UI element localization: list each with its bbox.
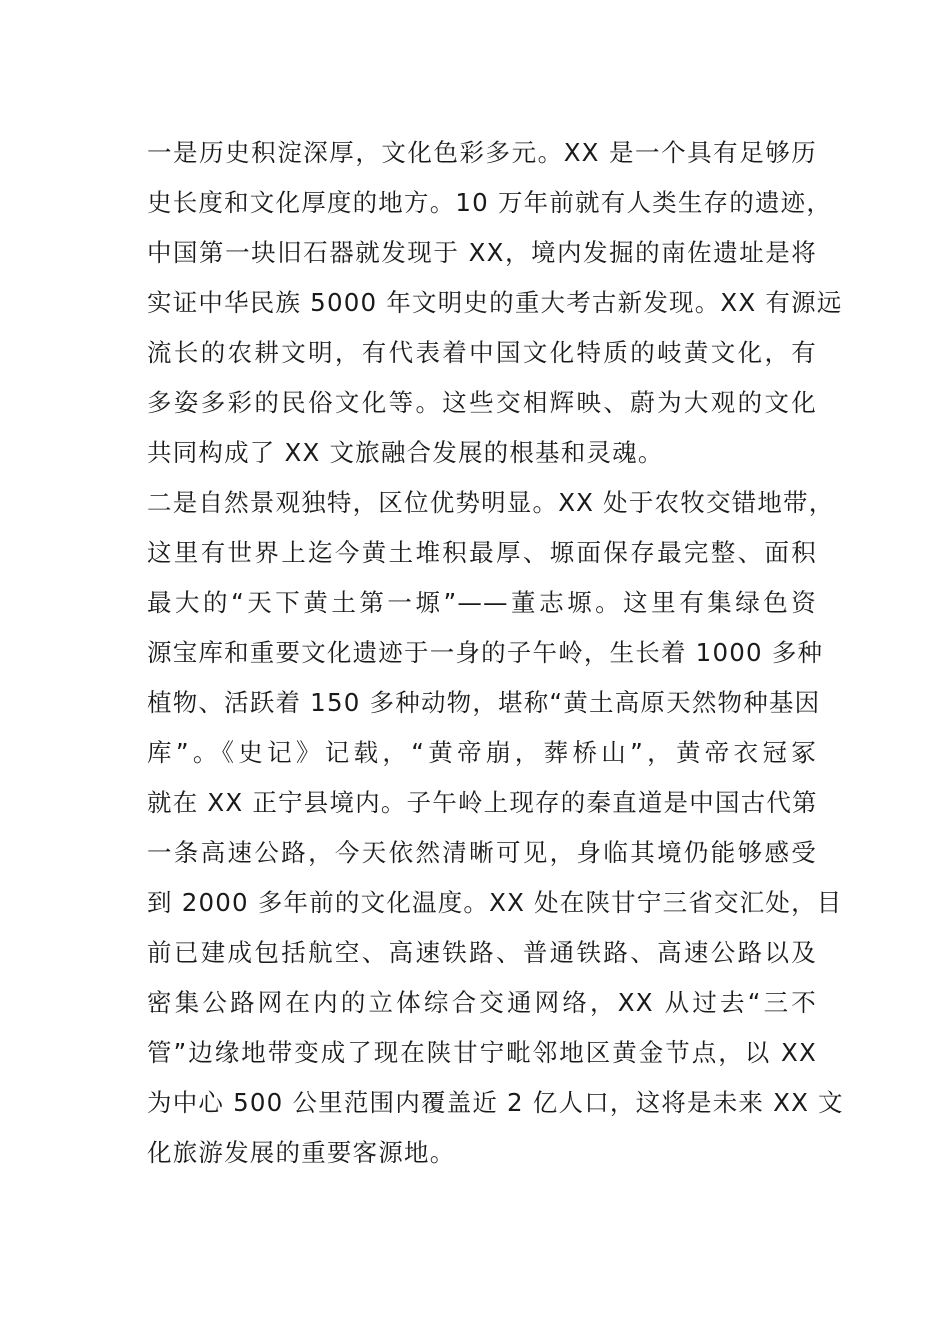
text-line: 管”边缘地带变成了现在陕甘宁毗邻地区黄金节点，以 XX [147,1038,817,1067]
text-line: 二是自然景观独特，区位优势明显。XX 处于农牧交错地带， [147,488,835,517]
text-line: 中国第一块旧石器就发现于 XX，境内发掘的南佐遗址是将 [147,238,817,267]
text-line: 一条高速公路，今天依然清晰可见，身临其境仍能够感受 [147,838,817,867]
text-line: 密集公路网在内的立体综合交通网络，XX 从过去“三不 [147,988,817,1017]
text-line: 植物、活跃着 150 多种动物，堪称“黄土高原天然物种基因 [147,688,821,717]
text-line: 就在 XX 正宁县境内。子午岭上现存的秦直道是中国古代第 [147,788,818,817]
text-line: 前已建成包括航空、高速铁路、普通铁路、高速公路以及 [147,938,817,967]
text-line: 化旅游发展的重要客源地。 [147,1138,456,1167]
text-line: 这里有世界上迄今黄土堆积最厚、塬面保存最完整、面积 [147,538,817,567]
paragraph-history-culture [147,128,843,478]
text-line: 流长的农耕文明，有代表着中国文化特质的岐黄文化，有 [147,338,817,367]
text-line: 多姿多彩的民俗文化等。这些交相辉映、蔚为大观的文化 [147,388,817,417]
paragraph-natural-location [147,478,844,1178]
text-line: 共同构成了 XX 文旅融合发展的根基和灵魂。 [147,438,664,467]
text-line: 库”。《史记》记载，“黄帝崩，葬桥山”，黄帝衣冠冢 [147,738,817,767]
text-line: 到 2000 多年前的文化温度。XX 处在陕甘宁三省交汇处，目 [147,888,843,917]
text-line: 为中心 500 公里范围内覆盖近 2 亿人口，这将是未来 XX 文 [147,1088,844,1117]
text-line: 源宝库和重要文化遗迹于一身的子午岭，生长着 1000 多种 [147,638,824,667]
text-line: 一是历史积淀深厚，文化色彩多元。XX 是一个具有足够历 [147,138,817,167]
text-line: 最大的“天下黄土第一塬”——董志塬。这里有集绿色资 [147,588,817,617]
text-line: 史长度和文化厚度的地方。10 万年前就有人类生存的遗迹， [147,188,833,217]
text-line: 实证中华民族 5000 年文明史的重大考古新发现。XX 有源远 [147,288,843,317]
document-body [147,128,844,1178]
